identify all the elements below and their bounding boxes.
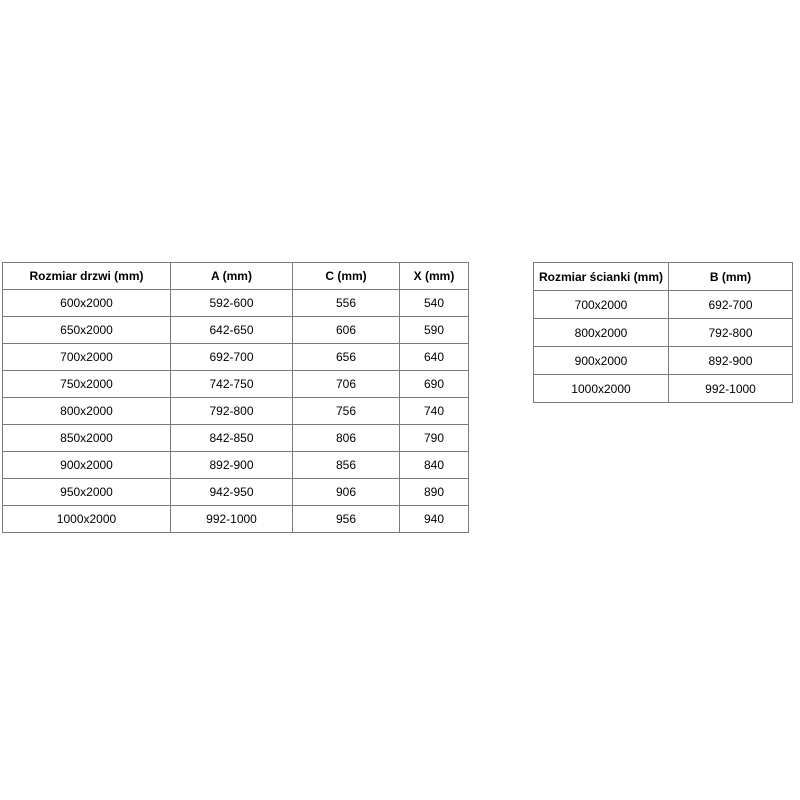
table-cell: 840 bbox=[400, 452, 469, 479]
table-cell: 790 bbox=[400, 425, 469, 452]
table-cell: 606 bbox=[293, 317, 400, 344]
table-cell: 940 bbox=[400, 506, 469, 533]
table-cell: 692-700 bbox=[669, 291, 793, 319]
table-row bbox=[3, 317, 469, 344]
table-cell: 1000x2000 bbox=[3, 506, 171, 533]
table-cell: 842-850 bbox=[171, 425, 293, 452]
table-cell: 1000x2000 bbox=[534, 375, 669, 403]
table-cell: 540 bbox=[400, 290, 469, 317]
header-row bbox=[3, 263, 469, 290]
table-cell: 690 bbox=[400, 371, 469, 398]
table-cell: 992-1000 bbox=[669, 375, 793, 403]
table-cell: 950x2000 bbox=[3, 479, 171, 506]
column-header: C (mm) bbox=[293, 263, 400, 290]
header-row bbox=[534, 263, 793, 291]
table-cell: 992-1000 bbox=[171, 506, 293, 533]
table-cell: 856 bbox=[293, 452, 400, 479]
table-cell: 800x2000 bbox=[534, 319, 669, 347]
table-cell: 900x2000 bbox=[534, 347, 669, 375]
table-cell: 642-650 bbox=[171, 317, 293, 344]
table-cell: 750x2000 bbox=[3, 371, 171, 398]
door-dimensions-table bbox=[2, 262, 469, 533]
column-header: A (mm) bbox=[171, 263, 293, 290]
table-cell: 890 bbox=[400, 479, 469, 506]
table-cell: 600x2000 bbox=[3, 290, 171, 317]
column-header: Rozmiar ścianki (mm) bbox=[534, 263, 669, 291]
table-cell: 556 bbox=[293, 290, 400, 317]
table-row bbox=[3, 506, 469, 533]
table-row bbox=[3, 398, 469, 425]
table-cell: 906 bbox=[293, 479, 400, 506]
table-row bbox=[3, 452, 469, 479]
table-cell: 640 bbox=[400, 344, 469, 371]
table-row bbox=[3, 371, 469, 398]
table-row bbox=[534, 319, 793, 347]
table-cell: 800x2000 bbox=[3, 398, 171, 425]
column-header: B (mm) bbox=[669, 263, 793, 291]
table-cell: 700x2000 bbox=[534, 291, 669, 319]
table-row bbox=[3, 290, 469, 317]
table-cell: 756 bbox=[293, 398, 400, 425]
table-cell: 692-700 bbox=[171, 344, 293, 371]
table-cell: 742-750 bbox=[171, 371, 293, 398]
table-cell: 942-950 bbox=[171, 479, 293, 506]
table-cell: 656 bbox=[293, 344, 400, 371]
table-cell: 706 bbox=[293, 371, 400, 398]
table-row bbox=[534, 291, 793, 319]
table-cell: 850x2000 bbox=[3, 425, 171, 452]
column-header: Rozmiar drzwi (mm) bbox=[3, 263, 171, 290]
column-header: X (mm) bbox=[400, 263, 469, 290]
table-cell: 650x2000 bbox=[3, 317, 171, 344]
table-cell: 892-900 bbox=[669, 347, 793, 375]
table-row bbox=[3, 344, 469, 371]
table-row bbox=[3, 479, 469, 506]
table-row bbox=[534, 347, 793, 375]
table-cell: 700x2000 bbox=[3, 344, 171, 371]
table-cell: 956 bbox=[293, 506, 400, 533]
table-cell: 592-600 bbox=[171, 290, 293, 317]
wall-dimensions-table bbox=[533, 262, 793, 403]
table-cell: 900x2000 bbox=[3, 452, 171, 479]
table-cell: 892-900 bbox=[171, 452, 293, 479]
table-cell: 806 bbox=[293, 425, 400, 452]
table-cell: 792-800 bbox=[171, 398, 293, 425]
table-cell: 590 bbox=[400, 317, 469, 344]
table-row bbox=[534, 375, 793, 403]
table-cell: 740 bbox=[400, 398, 469, 425]
table-cell: 792-800 bbox=[669, 319, 793, 347]
table-row bbox=[3, 425, 469, 452]
